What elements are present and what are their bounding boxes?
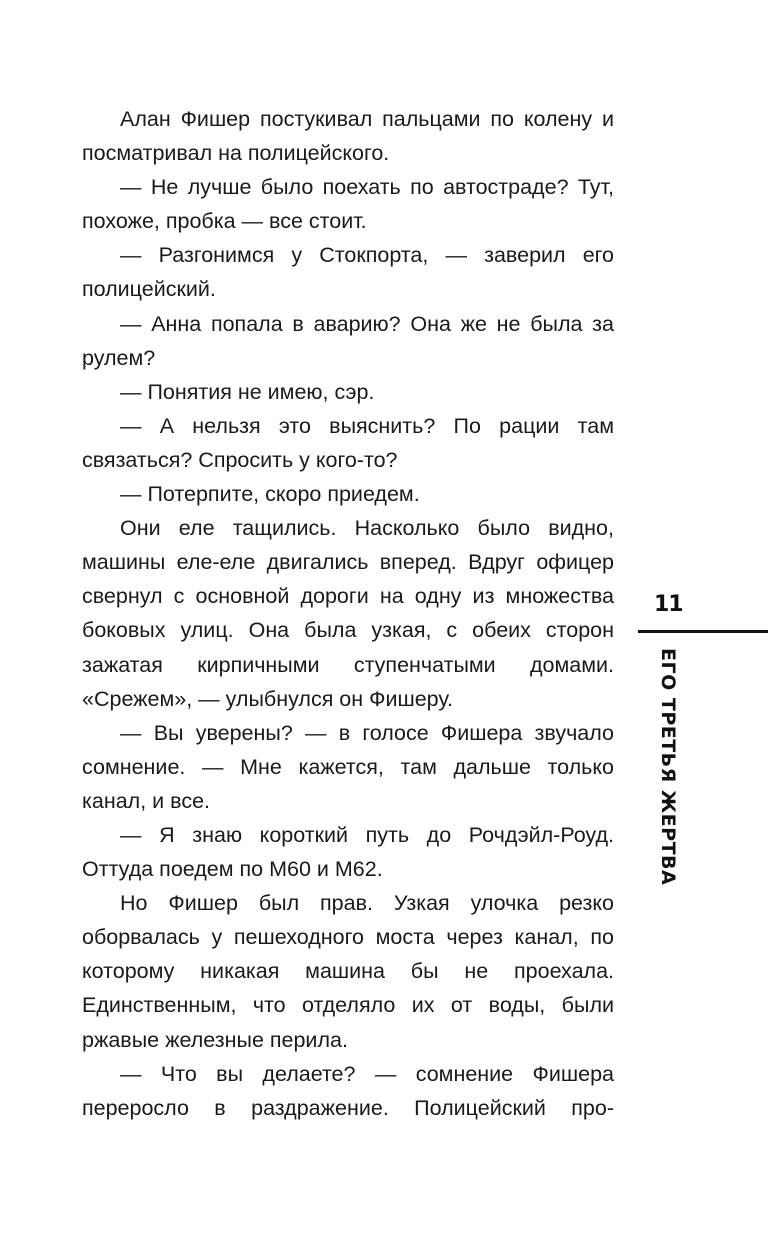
- paragraph: — Анна попала в аварию? Она же не была за рулем?: [82, 311, 614, 370]
- running-title: ЕГО ТРЕТЬЯ ЖЕРТВА: [657, 648, 679, 886]
- paragraph: Они еле тащились. Насколько было видно, машины еле-еле двигались вперед. Вдруг офицер свернул с основной дороги на одну из множества боковых улиц. Она была узкая, с обеих сторон зажатая кирпичными ступенчатыми домами. «Срежем», — улыбнулся он Фишеру.: [82, 516, 614, 711]
- paragraph: Но Фишер был прав. Узкая улочка резко оборвалась у пешеходного моста через канал, по которому никакая машина бы не проехала. Единственным, что отделяло их от воды, были ржавые железные перила.: [82, 891, 614, 1052]
- paragraph: — Разгонимся у Стокпорта, — заверил его полицейский.: [82, 243, 614, 302]
- paragraph: — Вы уверены? — в голосе Фишера звучало сомнение. — Мне кажется, там дальше только канал, и все.: [82, 720, 614, 813]
- side-margin: [624, 590, 768, 890]
- margin-rule: [638, 630, 768, 633]
- paragraph: — Я знаю короткий путь до Рочдэйл-Роуд. Оттуда поедем по М60 и М62.: [82, 822, 614, 882]
- body-text: [82, 102, 614, 1125]
- paragraph: — Понятия не имею, сэр.: [120, 379, 375, 404]
- page-number: 11: [654, 592, 683, 617]
- paragraph: Алан Фишер постукивал пальцами по колену и посматривал на полицейского.: [82, 107, 614, 166]
- paragraph: — Не лучше было поехать по автостраде? Тут, похоже, пробка — все стоит.: [82, 175, 614, 234]
- paragraph: — А нельзя это выяснить? По рации там связаться? Спросить у кого-то?: [82, 413, 614, 472]
- paragraph: — Что вы делаете? — сомнение Фишера переросло в раздражение. Полицейский про-: [82, 1061, 614, 1120]
- paragraph: — Потерпите, скоро приедем.: [120, 482, 420, 507]
